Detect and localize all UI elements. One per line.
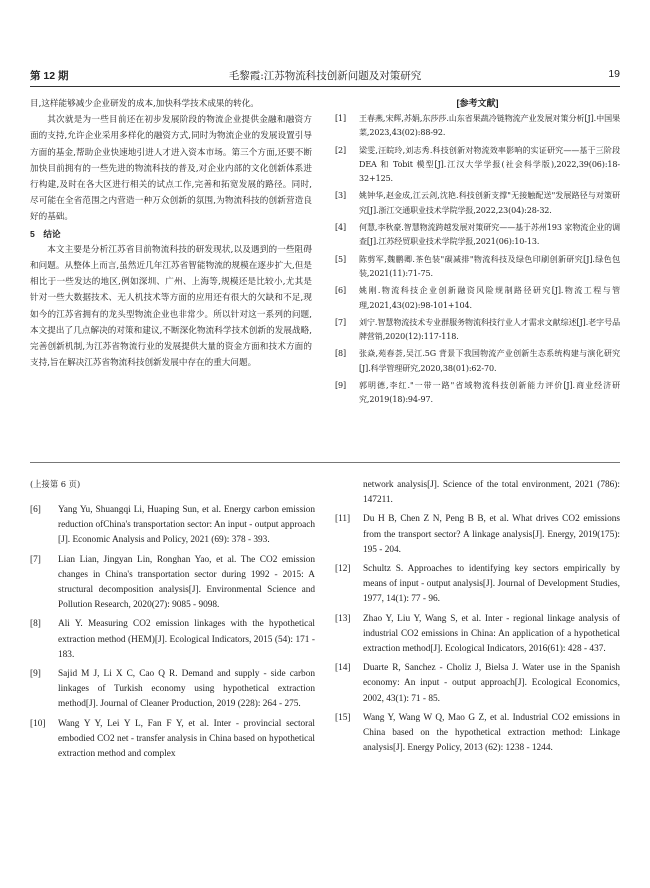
reference-item: [335, 347, 620, 376]
reference-number: [13]: [335, 613, 351, 624]
reference-text: 王春燕,宋辉,苏娟,东莎莎.山东省果蔬冷链物流产业发展对策分析[J].中国果菜,2023,43(02):88-92.: [359, 114, 620, 138]
english-reference-continuation: network analysis[J]. Science of the total environment, 2021 (786): 147211.: [363, 480, 620, 506]
section-divider: [30, 462, 620, 463]
reference-text: Schultz S. Approaches to identifying key sectors empirically by means of input - output analysis[J]. Journal of Development Studies, 1977, 14(1): 77 - 96.: [363, 564, 620, 605]
issue-number: 第 12 期: [30, 70, 69, 82]
body-paragraph-3: 本文主要是分析江苏省目前物流科技的研发现状,以及遇到的一些阻碍和问题。从整体上而言,虽然近几年江苏省智能物流的规模在逐步扩大,但是相比于一些发达的地区,例如深圳、广州、上海等,规模还是比较小,尤其是针对一些大数据技术、无人机技术等方面的应用还有很大的欠缺和不足,现如今的江苏省拥有的龙头型物流企业也非常少。所以针对这一系列的问题,本文提出了几点解决的对策和建议,不断深化物流科学技术创新的发展战略,完善创新机制,为江苏省物流行业的发展提供大量的资金方面和技术方面的支持,旨在解决江苏省物流科技创新发展中存在的重大问题。: [30, 244, 312, 369]
reference-number: [15]: [335, 712, 351, 723]
reference-item: [335, 221, 620, 250]
reference-text: 张焱,苑春荟,吴江.5G 背景下我国物流产业创新生态系统构建与演化研究[J].科学管理研究,2020,38(01):62-70.: [359, 349, 620, 373]
reference-number: [5]: [335, 254, 347, 264]
reference-item: [335, 284, 620, 313]
reference-number: [2]: [335, 145, 347, 155]
section-heading-conclusion: 5 结论: [30, 228, 61, 239]
reference-text: Wang Y Y, Lei Y L, Fan F Y, et al. Inter - provincial sectoral embodied CO2 net - transfer analysis in China based on hypothetical extraction method and complex: [58, 718, 315, 760]
reference-item: [335, 144, 620, 187]
english-reference-item: [335, 711, 620, 757]
reference-item: [335, 189, 620, 218]
page-header: [30, 66, 620, 84]
reference-text: Zhao Y, Liu Y, Wang S, et al. Inter - regional linkage analysis of industrial CO2 emissions in China: An application of a hypothetical extraction method[J]. Ecological Indicators, 2016(61): 428 - 437.: [363, 613, 620, 655]
body-paragraph-1: 目,这样能够减少企业研发的成本,加快科学技术成果的转化。: [30, 99, 259, 109]
reference-text: 姚刚.物流科技企业创新融资风险规制路径研究[J].物流工程与管理,2021,43(02):98-101+104.: [359, 286, 620, 310]
running-head: 毛黎霞:江苏物流科技创新问题及对策研究: [228, 70, 422, 82]
english-reference-item: [335, 512, 620, 558]
english-reference-item: [335, 612, 620, 658]
references-title: [参考文献]: [456, 98, 499, 108]
reference-text: Ali Y. Measuring CO2 emission linkages with the hypothetical extraction method (HEM)[J]. Ecological Indicators, 2015 (54): 171 - 183.: [58, 619, 315, 660]
reference-text: 梁雯,汪皖玲,刘志秀.科技创新对物流效率影响的实证研究——基于三阶段 DEA 和 Tobit 模型[J].江汉大学学报(社会科学版),2022,39(06):18-32+125.: [359, 145, 620, 184]
reference-item: [335, 253, 620, 282]
reference-text: Yang Yu, Shuangqi Li, Huaping Sun, et al. Energy carbon emission reduction ofChina's transportation sector: An input - output approach [J]. Economic Analysis and Policy, 2021 (69): 378 - 393.: [58, 505, 315, 546]
reference-number: [4]: [335, 223, 347, 233]
english-reference-item: [30, 553, 315, 614]
english-reference-item: [30, 503, 315, 549]
reference-number: [6]: [30, 505, 41, 515]
reference-number: [6]: [335, 286, 347, 296]
reference-item: [335, 379, 620, 408]
reference-list: [335, 112, 620, 408]
english-reference-item: [335, 661, 620, 707]
reference-number: [12]: [335, 564, 351, 575]
reference-number: [8]: [335, 349, 347, 359]
reference-number: [8]: [30, 619, 41, 630]
reference-text: Duarte R, Sanchez - Choliz J, Bielsa J. Water use in the Spanish economy: An input - output approach[J]. Ecological Economics, 2002, 43(1): 71 - 85.: [363, 663, 620, 704]
reference-item: [335, 316, 620, 345]
reference-text: 何慧,李秋豪.智慧物流跨越发展对策研究——基于苏州193 家物流企业的调查[J].江苏经贸职业技术学院学报,2021(06):10-13.: [359, 223, 620, 247]
reference-number: [10]: [30, 718, 46, 729]
reference-text: 陈剪军,魏鹏卿.茶色装"碳减排"物流科技及绿色印刷创新研究[J].绿色包装,2021(11):71-75.: [359, 254, 620, 278]
reference-number: [14]: [335, 663, 351, 674]
reference-number: [9]: [335, 381, 347, 391]
reference-text: Wang Y, Wang W Q, Mao G Z, et al. Industrial CO2 emissions in China based on the hypothetical extraction method: Linkage analysis[J]. Energy Policy, 2013 (62): 1238 - 1244.: [363, 712, 620, 754]
reference-number: [7]: [335, 317, 347, 327]
english-references-left: [30, 478, 315, 766]
english-reference-item: [30, 667, 315, 713]
english-reference-item: [335, 562, 620, 608]
header-rule: [30, 86, 620, 87]
body-column-left: [30, 96, 312, 371]
english-references-right: [335, 478, 620, 760]
reference-text: 郭明德,李红."一带一路"省域物流科技创新能力评价[J].商业经济研究,2019(18):94-97.: [359, 381, 620, 405]
page-number: 19: [608, 68, 620, 80]
reference-number: [7]: [30, 554, 41, 565]
reference-column: [335, 96, 620, 411]
reference-item: [335, 112, 620, 141]
reference-text: Du H B, Chen Z N, Peng B B, et al. What drives CO2 emissions from the transport sector? A linkage analysis[J]. Energy, 2019(175): 195 - 204.: [363, 514, 620, 555]
reference-number: [11]: [335, 514, 351, 525]
reference-number: [1]: [335, 114, 347, 123]
reference-text: Sajid M J, Li X C, Cao Q R. Demand and supply - side carbon linkages of Turkish economy using hypothetical extraction method[J]. Journal of Cleaner Production, 2019 (228): 264 - 275.: [58, 669, 315, 710]
english-reference-item: [30, 617, 315, 663]
reference-text: Lian Lian, Jingyan Lin, Ronghan Yao, et al. The CO2 emission changes in China's transportation sector during 1992 - 2015: A structural decomposition analysis[J]. Environmental Science and Pollution Research, 2020(27): 9085 - 9098.: [58, 554, 315, 611]
reference-number: [3]: [335, 191, 347, 201]
continued-note: (上接第 6 页): [30, 479, 81, 489]
reference-text: 姚钟华,赵金成,江云剑,沈艳.科技创新支撑"无接触配送"发展路径与对策研究[J].浙江交通职业技术学院学报,2022,23(04):28-32.: [359, 191, 620, 215]
reference-number: [9]: [30, 669, 41, 680]
body-paragraph-2: 其次就是为一些目前还在初步发展阶段的物流企业提供金融和融资方面的支持,允许企业采用多样化的融资方式,同时为物流企业的发展设置引导方面的基金,帮助企业快速地引进人才进入资本市场。第三个方面,还要不断加快目前拥有的一些先进的物流科技的普及,对企业内部的文化创新体系进行构建,及时在各大区进行相关的试点工作,完善和拓宽发展的路径。同时,尽可能在全省范围之内营造一种万众创新的氛围,为物流科技的创新营造良好的基础。: [30, 115, 312, 223]
english-reference-item: [30, 717, 315, 763]
reference-text: 刘宁.智慧物流技术专业群服务物流科技行业人才需求文献综述[J].老字号品牌营销,2020(12):117-118.: [359, 317, 620, 342]
